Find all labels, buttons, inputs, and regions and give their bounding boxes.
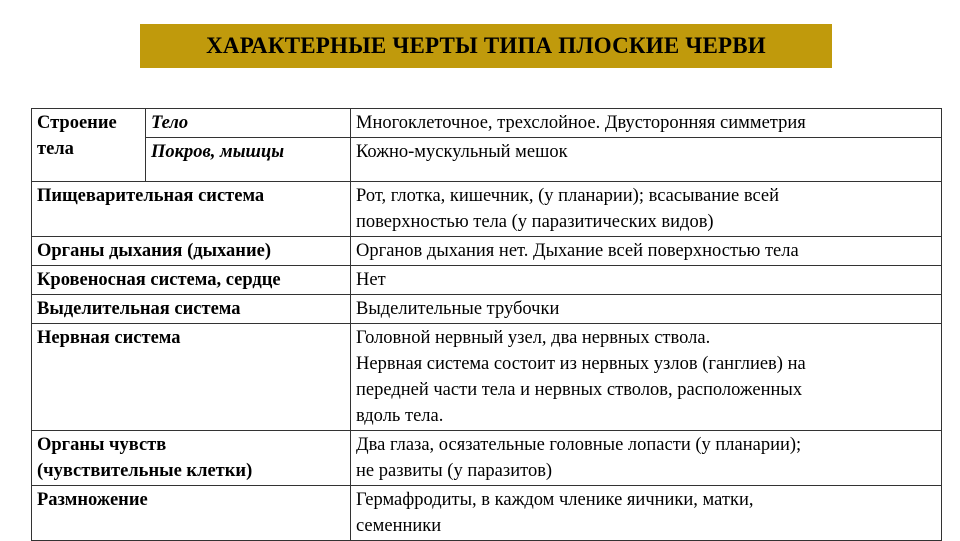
row-label: Органы дыхания (дыхание) [32, 237, 351, 266]
row-value: Многоклеточное, трехслойное. Двусторонняя симметрия [351, 109, 942, 138]
row-label: Кровеносная система, сердце [32, 266, 351, 295]
row-label: Нервная система [32, 324, 351, 431]
row-value: Гермафродиты, в каждом членике яичники, матки, семенники [351, 486, 942, 541]
table-row [32, 138, 942, 182]
row-label: Размножение [32, 486, 351, 541]
table-row [32, 109, 942, 138]
row-label-line: тела [37, 139, 74, 159]
row-value: Рот, глотка, кишечник, (у планарии); всасывание всей поверхностью тела (у паразитических видов) [351, 182, 942, 237]
table-row [32, 324, 942, 431]
title-banner [140, 24, 832, 68]
table-row [32, 431, 942, 486]
row-label-line: Строение [37, 113, 117, 133]
row-label [32, 109, 146, 182]
row-value: Два глаза, осязательные головные лопасти (у планарии); не развиты (у паразитов) [351, 431, 942, 486]
row-label: Выделительная система [32, 295, 351, 324]
row-label: Пищеварительная система [32, 182, 351, 237]
page-title: ХАРАКТЕРНЫЕ ЧЕРТЫ ТИПА ПЛОСКИЕ ЧЕРВИ [206, 33, 766, 58]
table-row [32, 266, 942, 295]
table-row [32, 237, 942, 266]
table-row [32, 295, 942, 324]
row-sublabel: Покров, мышцы [146, 138, 351, 182]
row-label: Органы чувств (чувствительные клетки) [32, 431, 351, 486]
row-value: Органов дыхания нет. Дыхание всей поверхностью тела [351, 237, 942, 266]
row-value: Кожно-мускульный мешок [351, 138, 942, 182]
table-row [32, 486, 942, 541]
row-value: Головной нервный узел, два нервных ствола. Нервная система состоит из нервных узлов (ганглиев) на передней части тела и нервных стволов, расположенных вдоль тела. [351, 324, 942, 431]
row-sublabel: Тело [146, 109, 351, 138]
table-row [32, 182, 942, 237]
row-value: Нет [351, 266, 942, 295]
row-value: Выделительные трубочки [351, 295, 942, 324]
characteristics-table [31, 108, 942, 541]
